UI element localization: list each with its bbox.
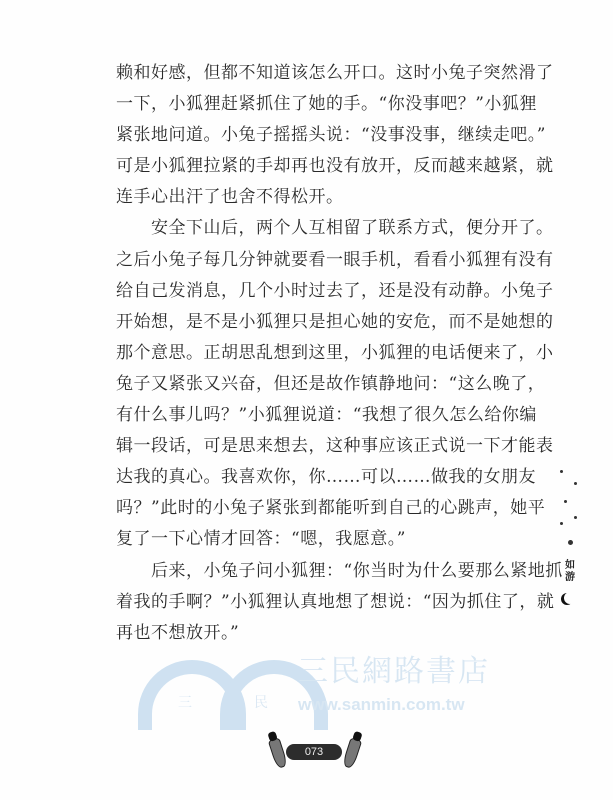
text-line: 复了一下心情才回答：“嗯，我愿意。” xyxy=(116,529,406,550)
star-icon xyxy=(574,482,577,485)
text-line: 那个意思。正胡思乱想到这里，小狐狸的电话便来了，小 xyxy=(116,342,554,363)
text-line: 吗？”此时的小兔子紧张到都能听到自己的心跳声，她平 xyxy=(116,498,546,519)
side-decoration xyxy=(556,462,586,612)
star-icon xyxy=(568,540,573,545)
text-line: 安全下山后，两个人互相留了联系方式，便分开了。 xyxy=(116,218,554,239)
watermark-url: www.sanmin.com.tw xyxy=(298,695,465,714)
star-icon xyxy=(560,470,563,473)
star-icon xyxy=(560,522,563,525)
page-number: 073 xyxy=(286,744,342,760)
text-line: 达我的真心。我喜欢你，你……可以……做我的女朋友 xyxy=(116,467,536,488)
text-line: 再也不想放开。” xyxy=(116,622,240,643)
text-line: 连手心出汗了也舍不得松开。 xyxy=(116,187,344,208)
watermark-char: 民 xyxy=(254,695,268,711)
text-line: 紧张地问道。小兔子摇摇头说：“没事没事，继续走吧。” xyxy=(116,125,546,146)
text-line: 赖和好感，但都不知道该怎么开口。这时小兔子突然滑了 xyxy=(116,63,554,83)
watermark-char: 三 xyxy=(178,695,192,711)
text-line: 之后小兔子每几分钟就要看一眼手机，看看小狐狸有没有 xyxy=(116,249,554,270)
text-line: 给自己发消息，几个小时过去了，还是没有动静。小兔子 xyxy=(116,280,554,301)
carrot-icon xyxy=(342,737,363,769)
text-line: 可是小狐狸拉紧的手却再也没有放开，反而越来越紧，就 xyxy=(116,156,554,177)
star-icon xyxy=(564,500,567,503)
watermark-name: 三民網路書店 xyxy=(298,655,490,688)
text-line: 后来，小兔子问小狐狸：“你当时为什么要那么紧地抓 xyxy=(116,560,563,581)
text-line: 有什么事儿吗？”小狐狸说道：“我想了很久怎么给你编 xyxy=(116,405,537,426)
text-line: 开始想，是不是小狐狸只是担心她的安危，而不是她想的 xyxy=(116,311,554,332)
watermark xyxy=(138,654,490,720)
body-text xyxy=(116,58,563,649)
text-line: 一下，小狐狸赶紧抓住了她的手。“你没事吧？”小狐狸 xyxy=(116,94,537,115)
text-line: 辑一段话，可是思来想去，这种事应该正式说一下才能表 xyxy=(116,436,554,457)
side-label: 如游 xyxy=(565,560,575,583)
text-line: 兔子又紧张又兴奋，但还是故作镇静地问：“这么晚了， xyxy=(116,373,546,394)
moon-icon xyxy=(564,592,576,604)
star-icon xyxy=(574,516,577,519)
text-line: 着我的手啊？”小狐狸认真地想了想说：“因为抓住了，就 xyxy=(116,591,555,612)
